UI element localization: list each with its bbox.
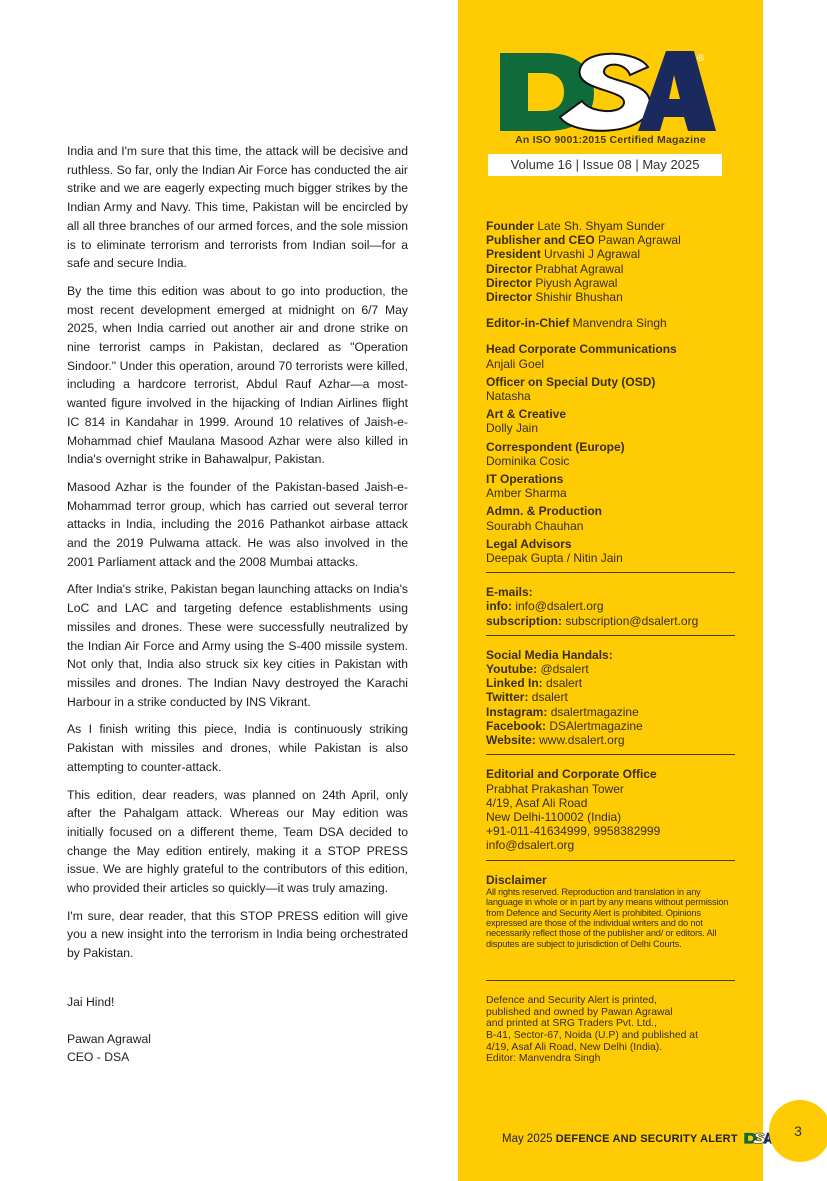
page-number-badge: 3 xyxy=(769,1100,827,1162)
office-email-link[interactable]: info@dsalert.org xyxy=(486,838,575,853)
article-paragraph: India and I'm sure that this time, the attack will be decisive and ruthless. So far, only the Indian Air Force has conducted the air strike and we are eagerly expecting much bigger strikes by the Indian Army and Navy. This time, Pakistan will be encircled by all all three branches of our armed forces, and the sole mission is to eliminate terrorism and terrorists from Indian soil—for a safe and secure India. xyxy=(67,144,408,271)
leadership-list: Founder Late Sh. Shyam Sunder Publisher and CEO Pawan Agrawal President Urvashi J Agrawal Director Prabhat Agrawal Director Piyush Agrawal Director Shishir Bhushan xyxy=(486,219,681,305)
masthead-panel xyxy=(458,0,763,1181)
linkedin-handle: dsalert xyxy=(546,676,583,691)
article-paragraph: After India's strike, Pakistan began launching attacks on India's LoC and LAC and targeting defence establishments using missiles and drones. These were successfully neutralized by the Indian Air Force and Army using the S-400 missile system. Not only that, India also struck six key cities in Pakistan with missiles and drones. The Indian Navy destroyed the Karachi Harbour in a strike conducted by INS Vikrant. xyxy=(67,582,408,709)
twitter-handle: dsalert xyxy=(531,690,568,705)
divider xyxy=(486,754,735,755)
footer-publication: DEFENCE AND SECURITY ALERT xyxy=(555,1133,738,1145)
dsa-logo-icon xyxy=(498,47,716,133)
youtube-handle: @dsalert xyxy=(540,662,589,677)
divider xyxy=(486,980,735,981)
social-section: Social Media Handals: Youtube: @dsalert Linked In: dsalert Twitter: dsalert Instagram: dsalertmagazine Facebook: DSAlertmagazine Website: www.dsalert.org xyxy=(486,647,643,748)
page-footer xyxy=(502,1132,774,1145)
issue-info: Volume 16 | Issue 08 | May 2025 xyxy=(488,154,722,176)
divider xyxy=(486,572,735,573)
disclaimer-section: Disclaimer All rights reserved. Reproduction and translation in any language in whole or in part by any means without permission from Defence and Security Alert is prohibited. Opinions expressed are those of the individual writers and do not necessarily reflect those of the publisher and/ or editors. All disputes are subject to jurisdiction of Delhi Courts. xyxy=(486,872,729,949)
author-name: Pawan Agrawal xyxy=(67,1031,152,1046)
article-paragraph: Masood Azhar is the founder of the Pakistan-based Jaish-e-Mohammad terror group, which has carried out several terror attacks in India, including the 2016 Pathankot airbase attack and the 2019 Pulwama attack. He was also involved in the 2001 Parliament attack and the 2008 Mumbai attacks. xyxy=(67,479,408,569)
info-email-link[interactable]: info@dsalert.org xyxy=(515,599,604,614)
editor-in-chief: Editor-in-Chief Manvendra Singh xyxy=(486,316,667,331)
article-paragraph: As I finish writing this piece, India is continuously striking Pakistan with missiles and drones, while Pakistan is also attempting to counter-attack. xyxy=(67,722,408,774)
facebook-handle: DSAlertmagazine xyxy=(549,718,643,733)
article-paragraph: This edition, dear readers, was planned on 24th April, only after the Pahalgam attack. Whereas our May edition was initially focused on a different theme, Team DSA decided to change the May edition entirely, making it a STOP PRESS issue. We are highly grateful to the contributors of this edition, who provided their articles so quickly—it was truly amazing. xyxy=(67,787,408,896)
office-section: Editorial and Corporate Office Prabhat Prakashan Tower 4/19, Asaf Ali Road New Delhi-110002 (India) +91-011-41634999, 9958382999 info@dsalert.org xyxy=(486,767,736,852)
credits-list xyxy=(486,219,736,1065)
article-paragraph: By the time this edition was about to go into production, the most recent development emerged at midnight on 6/7 May 2025, when India carried out another air and drone strike on nine terrorist camps in Pakistan, declared as "Operation Sindoor." Under this operation, around 70 terrorists were killed, including a hardcore terrorist, Abdul Rauf Azhar—a most-wanted figure involved in the hijacking of Indian Airlines flight IC 814 in Kandahar in 1999. Around 10 relatives of Jaish-e-Mohammad chief Maulana Masood Azhar were also killed in India's overnight strike in Bahawalpur, Pakistan. xyxy=(67,283,408,467)
signoff xyxy=(67,993,408,1067)
editorial-article xyxy=(67,142,408,1067)
article-paragraph: I'm sure, dear reader, that this STOP PRESS edition will give you a new insight into the terrorism in India being orchestrated by Pakistan. xyxy=(67,908,408,961)
emails-section: E-mails: info: info@dsalert.org subscription: subscription@dsalert.org xyxy=(486,585,699,628)
website-link[interactable]: www.dsalert.org xyxy=(539,733,625,748)
staff-list: Head Corporate Communications Anjali Goel Officer on Special Duty (OSD) Natasha Art & Creative Dolly Jain Correspondent (Europe) Dominika Cosic IT Operations Amber Sharma Admn. & Production Sourabh Chauhan Legal Advisors Deepak Gupta / Nitin Jain xyxy=(486,342,677,566)
subscription-email-link[interactable]: subscription@dsalert.org xyxy=(565,613,699,628)
print-imprint: Defence and Security Alert is printed, published and owned by Pawan Agrawal and printed at SRG Traders Pvt. Ltd., B-41, Sector-67, Noida (U.P) and published at 4/19, Asaf Ali Road, New Delhi (India). Editor: Manvendra Singh xyxy=(486,995,698,1065)
instagram-handle: dsalertmagazine xyxy=(550,704,639,719)
svg-text:®: ® xyxy=(697,53,705,64)
divider xyxy=(486,860,735,861)
certification-tagline: An ISO 9001:2015 Certified Magazine xyxy=(515,134,706,146)
author-title: CEO - DSA xyxy=(67,1050,130,1065)
divider xyxy=(486,635,735,636)
closing-text: Jai Hind! xyxy=(67,994,115,1009)
footer-date: May 2025 xyxy=(502,1133,553,1145)
